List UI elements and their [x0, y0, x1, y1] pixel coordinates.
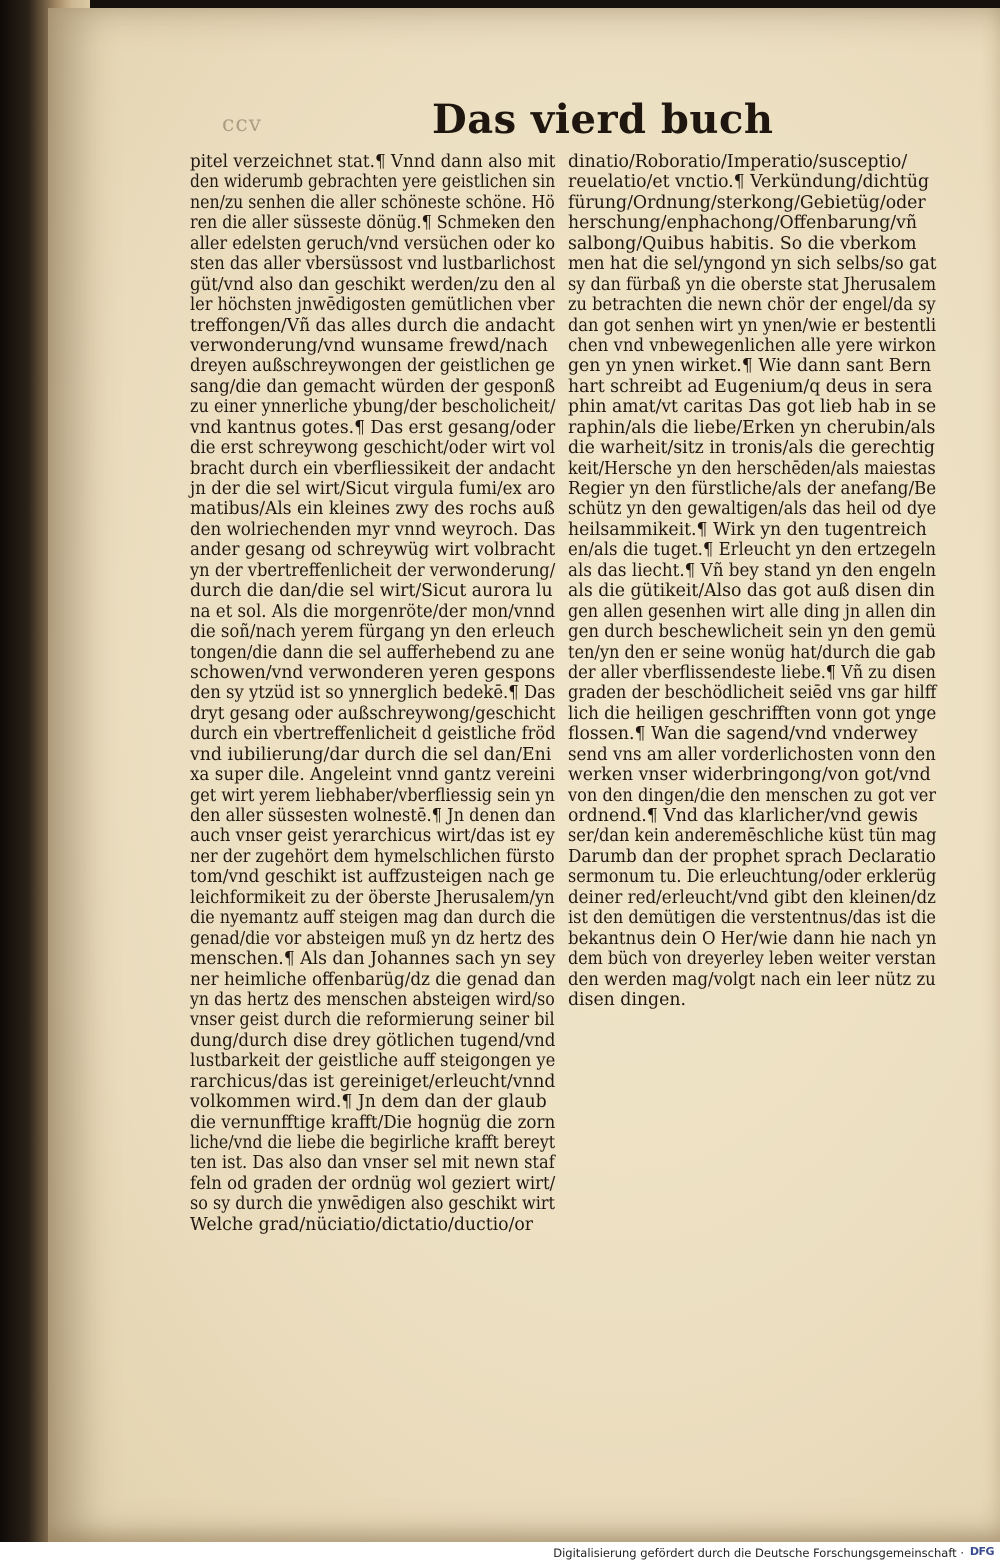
text-line: der aller vberflissendeste liebe.¶ Vñ zu disen	[568, 662, 936, 683]
text-line: keit/Hersche yn den herschēden/als maiestas	[568, 458, 936, 479]
text-line: yn das hertz des menschen absteigen wird/so	[190, 989, 555, 1010]
text-line: tom/vnd geschikt ist auffzusteigen nach ge	[190, 867, 555, 888]
text-line: durch ein vbertreffenlicheit d geistliche fröd	[190, 724, 556, 745]
text-line: ten/yn den er seine wonüg hat/durch die gab	[568, 642, 936, 663]
text-line: xa super dile. Angeleint vnnd gantz vereini	[190, 765, 555, 786]
text-line: ler höchsten jnwēdigosten gemütlichen vber	[190, 295, 555, 316]
text-line: die nyemantz auff steigen mag dan durch die	[190, 908, 556, 929]
text-line: dryt gesang oder außschreywong/geschicht	[190, 703, 556, 724]
text-line: verwonderung/vnd wunsame frewd/nach	[190, 335, 548, 356]
text-line: heilsammikeit.¶ Wirk yn den tugentreich	[568, 519, 927, 540]
text-line: vnd kantnus gotes.¶ Das erst gesang/oder	[190, 417, 556, 438]
text-line: schowen/vnd verwonderen yeren gespons	[190, 662, 556, 683]
text-line: schütz yn den gewaltigen/als das heil od dye	[568, 499, 937, 520]
text-line: get wirt yerem liebhaber/vberfliessig sein yn	[190, 785, 555, 806]
text-line: tongen/die dann die sel aufferhebend zu ane	[190, 642, 555, 663]
text-line: nen/zu senhen die aller schöneste schöne. Hö	[190, 192, 555, 213]
text-line: salbong/Quibus habitis. So die vberkom	[568, 233, 917, 254]
text-line: zu betrachten die newn chör der engel/da sy	[568, 295, 936, 316]
text-line: vnd iubilierung/dar durch die sel dan/Eni	[190, 744, 552, 765]
text-line: ten ist. Das also dan vnser sel mit newn staf	[190, 1153, 555, 1174]
text-line: ist den demütigen die verstentnus/das ist die	[568, 908, 936, 929]
text-line: den aller süssesten wolnestē.¶ Jn denen dan	[190, 806, 556, 826]
text-line: vnser geist durch die reformierung seiner bil	[190, 1010, 555, 1031]
text-line: ner heimliche offenbarüg/dz die genad dan	[190, 969, 556, 990]
text-line: den widerumb gebrachten yere geistlichen sin	[190, 172, 556, 193]
text-line: dem büch von dreyerley leben weiter verstan	[568, 949, 936, 970]
text-line: ordnend.¶ Vnd das klarlicher/vnd gewis	[568, 806, 918, 826]
text-line: den werden mag/volgt nach ein leer nütz zu	[568, 969, 936, 990]
text-column-left	[190, 152, 555, 1235]
text-line: als die gütikeit/Also das got auß disen din	[568, 581, 936, 602]
text-line: herschung/enphachong/Offenbarung/vñ	[568, 213, 917, 234]
text-line: bekantnus dein O Her/wie dann hie nach yn	[568, 928, 937, 949]
text-line: graden der beschödlicheit seiēd vns gar hilff	[568, 683, 937, 704]
text-line: bracht durch ein vberfliessikeit der andacht	[190, 458, 556, 479]
text-line: Welche grad/nüciatio/dictatio/ductio/or	[190, 1214, 534, 1235]
dfg-logo: DFG	[969, 1545, 994, 1558]
text-line: auch vnser geist yerarchicus wirt/das ist ey	[190, 826, 555, 847]
footer-bar	[0, 1542, 1000, 1564]
text-line: genad/die vor absteigen muß yn dz hertz des	[190, 928, 555, 949]
text-line: als das liecht.¶ Vñ bey stand yn den engeln	[568, 560, 936, 581]
text-line: treffongen/Vñ das alles durch die andacht	[190, 315, 555, 336]
text-line: jn der die sel wirt/Sicut virgula fumi/ex aro	[190, 479, 556, 499]
text-line: dreyen außschreywongen der geistlichen ge	[190, 356, 555, 377]
text-line: disen dingen.	[568, 989, 686, 1010]
text-line: yn der vbertreffenlicheit der verwonderung/	[190, 560, 556, 581]
text-line: deiner red/erleucht/vnd gibt den kleinen/dz	[568, 887, 936, 908]
text-line: durch die dan/die sel wirt/Sicut aurora lu	[190, 581, 553, 602]
text-line: gen durch beschewlicheit sein yn den gemü	[568, 622, 937, 643]
text-line: feln od graden der ordnüg wol geziert wirt/	[190, 1173, 556, 1194]
text-line: volkommen wird.¶ Jn dem dan der glaub	[190, 1092, 547, 1113]
text-line: fürung/Ordnung/sterkong/Gebietüg/oder	[568, 192, 926, 213]
text-line: sy dan fürbaß yn die oberste stat Jherusalem	[568, 274, 937, 295]
text-line: flossen.¶ Wan die sagend/vnd vnderwey	[568, 724, 918, 745]
text-line: liche/vnd die liebe die begirliche krafft bereyt	[190, 1133, 555, 1153]
text-line: leichformikeit zu der öberste Jherusalem/yn	[190, 887, 555, 908]
text-line: die vernunfftige krafft/Die hognüg die zorn	[190, 1112, 556, 1133]
text-line: die soñ/nach yerem fürgang yn den erleuch	[190, 622, 555, 643]
text-line: den wolriechenden myr vnnd weyroch. Das	[190, 519, 556, 540]
text-line: raphin/als die liebe/Erken yn cherubin/als	[568, 417, 936, 438]
text-line: Regier yn den fürstliche/als der anefang/Be	[568, 479, 937, 499]
text-line: chen vnd vnbewegenlichen alle yere wirkon	[568, 335, 937, 356]
text-line: hart schreibt ad Eugenium/q deus in sera	[568, 376, 933, 397]
text-line: von den dingen/die den menschen zu got ver	[568, 785, 937, 806]
text-line: menschen.¶ Als dan Johannes sach yn sey	[190, 949, 556, 970]
text-line: reuelatio/et vnctio.¶ Verkündung/dichtüg	[568, 172, 930, 193]
text-line: dung/durch dise drey götlichen tugend/vnd	[190, 1030, 556, 1051]
text-line: en/als die tuget.¶ Erleucht yn den ertzegeln	[568, 540, 936, 561]
text-line: send vns am aller vorderlichosten vonn den	[568, 744, 936, 765]
text-line: aller edelsten geruch/vnd versüchen oder ko	[190, 233, 556, 254]
text-line: sermonum tu. Die erleuchtung/oder erklerüg	[568, 867, 937, 888]
text-line: zu einer ynnerliche ybung/der bescholicheit/	[190, 397, 556, 418]
text-line: gen allen gesenhen wirt alle ding jn allen din	[568, 601, 936, 622]
text-line: ren die aller süsseste dönüg.¶ Schmeken den	[190, 213, 556, 234]
text-line: men hat die sel/yngond yn sich selbs/so gat	[568, 254, 937, 275]
text-line: ser/dan kein anderemēschliche küst tün mag	[568, 826, 937, 847]
text-line: den sy ytzüd ist so ynnerglich bedekē.¶ Das	[190, 683, 556, 704]
text-line: na et sol. Als die morgenröte/der mon/vnnd	[190, 601, 556, 622]
text-line: sten das aller vbersüssost vnd lustbarlichost	[190, 254, 556, 275]
text-line: so sy durch die ynwēdigen also geschikt wirt	[190, 1194, 555, 1215]
text-line: die warheit/sitz in tronis/als die gerechtig	[568, 438, 935, 459]
folio-number: ccv	[222, 112, 263, 137]
text-line: werken vnser widerbringong/von got/vnd	[568, 765, 931, 786]
text-line: ander gesang od schreywüg wirt volbracht	[190, 540, 556, 561]
text-column-right	[568, 152, 936, 1010]
text-line: matibus/Als ein kleines zwy des rochs auß	[190, 499, 555, 520]
text-line: güt/vnd also dan geschikt werden/zu den al	[190, 274, 556, 295]
text-line: rarchicus/das ist gereiniget/erleucht/vnnd	[190, 1071, 556, 1092]
text-line: lustbarkeit der geistliche auff steigongen ye	[190, 1051, 556, 1072]
text-line: gen yn ynen wirket.¶ Wie dann sant Bern	[568, 356, 932, 377]
text-line: dinatio/Roboratio/Imperatio/susceptio/	[568, 152, 908, 172]
funding-credit: Digitalisierung gefördert durch die Deutsche Forschungsgemeinschaft ·	[553, 1546, 964, 1560]
text-line: dan got senhen wirt yn ynen/wie er bestentli	[568, 315, 937, 336]
text-line: lich die heiligen geschrifften vonn got ynge	[568, 703, 937, 724]
running-head: Das vierd buch	[432, 96, 774, 143]
text-line: Darumb dan der prophet sprach Declaratio	[568, 846, 936, 867]
text-line: phin amat/vt caritas Das got lieb hab in se	[568, 397, 937, 418]
text-line: die erst schreywong geschicht/oder wirt vol	[190, 438, 556, 459]
text-line: pitel verzeichnet stat.¶ Vnnd dann also mit	[190, 152, 556, 172]
text-line: ner der zugehört dem hymelschlichen fürsto	[190, 846, 555, 867]
text-line: sang/die dan gemacht würden der gesponß	[190, 376, 556, 397]
